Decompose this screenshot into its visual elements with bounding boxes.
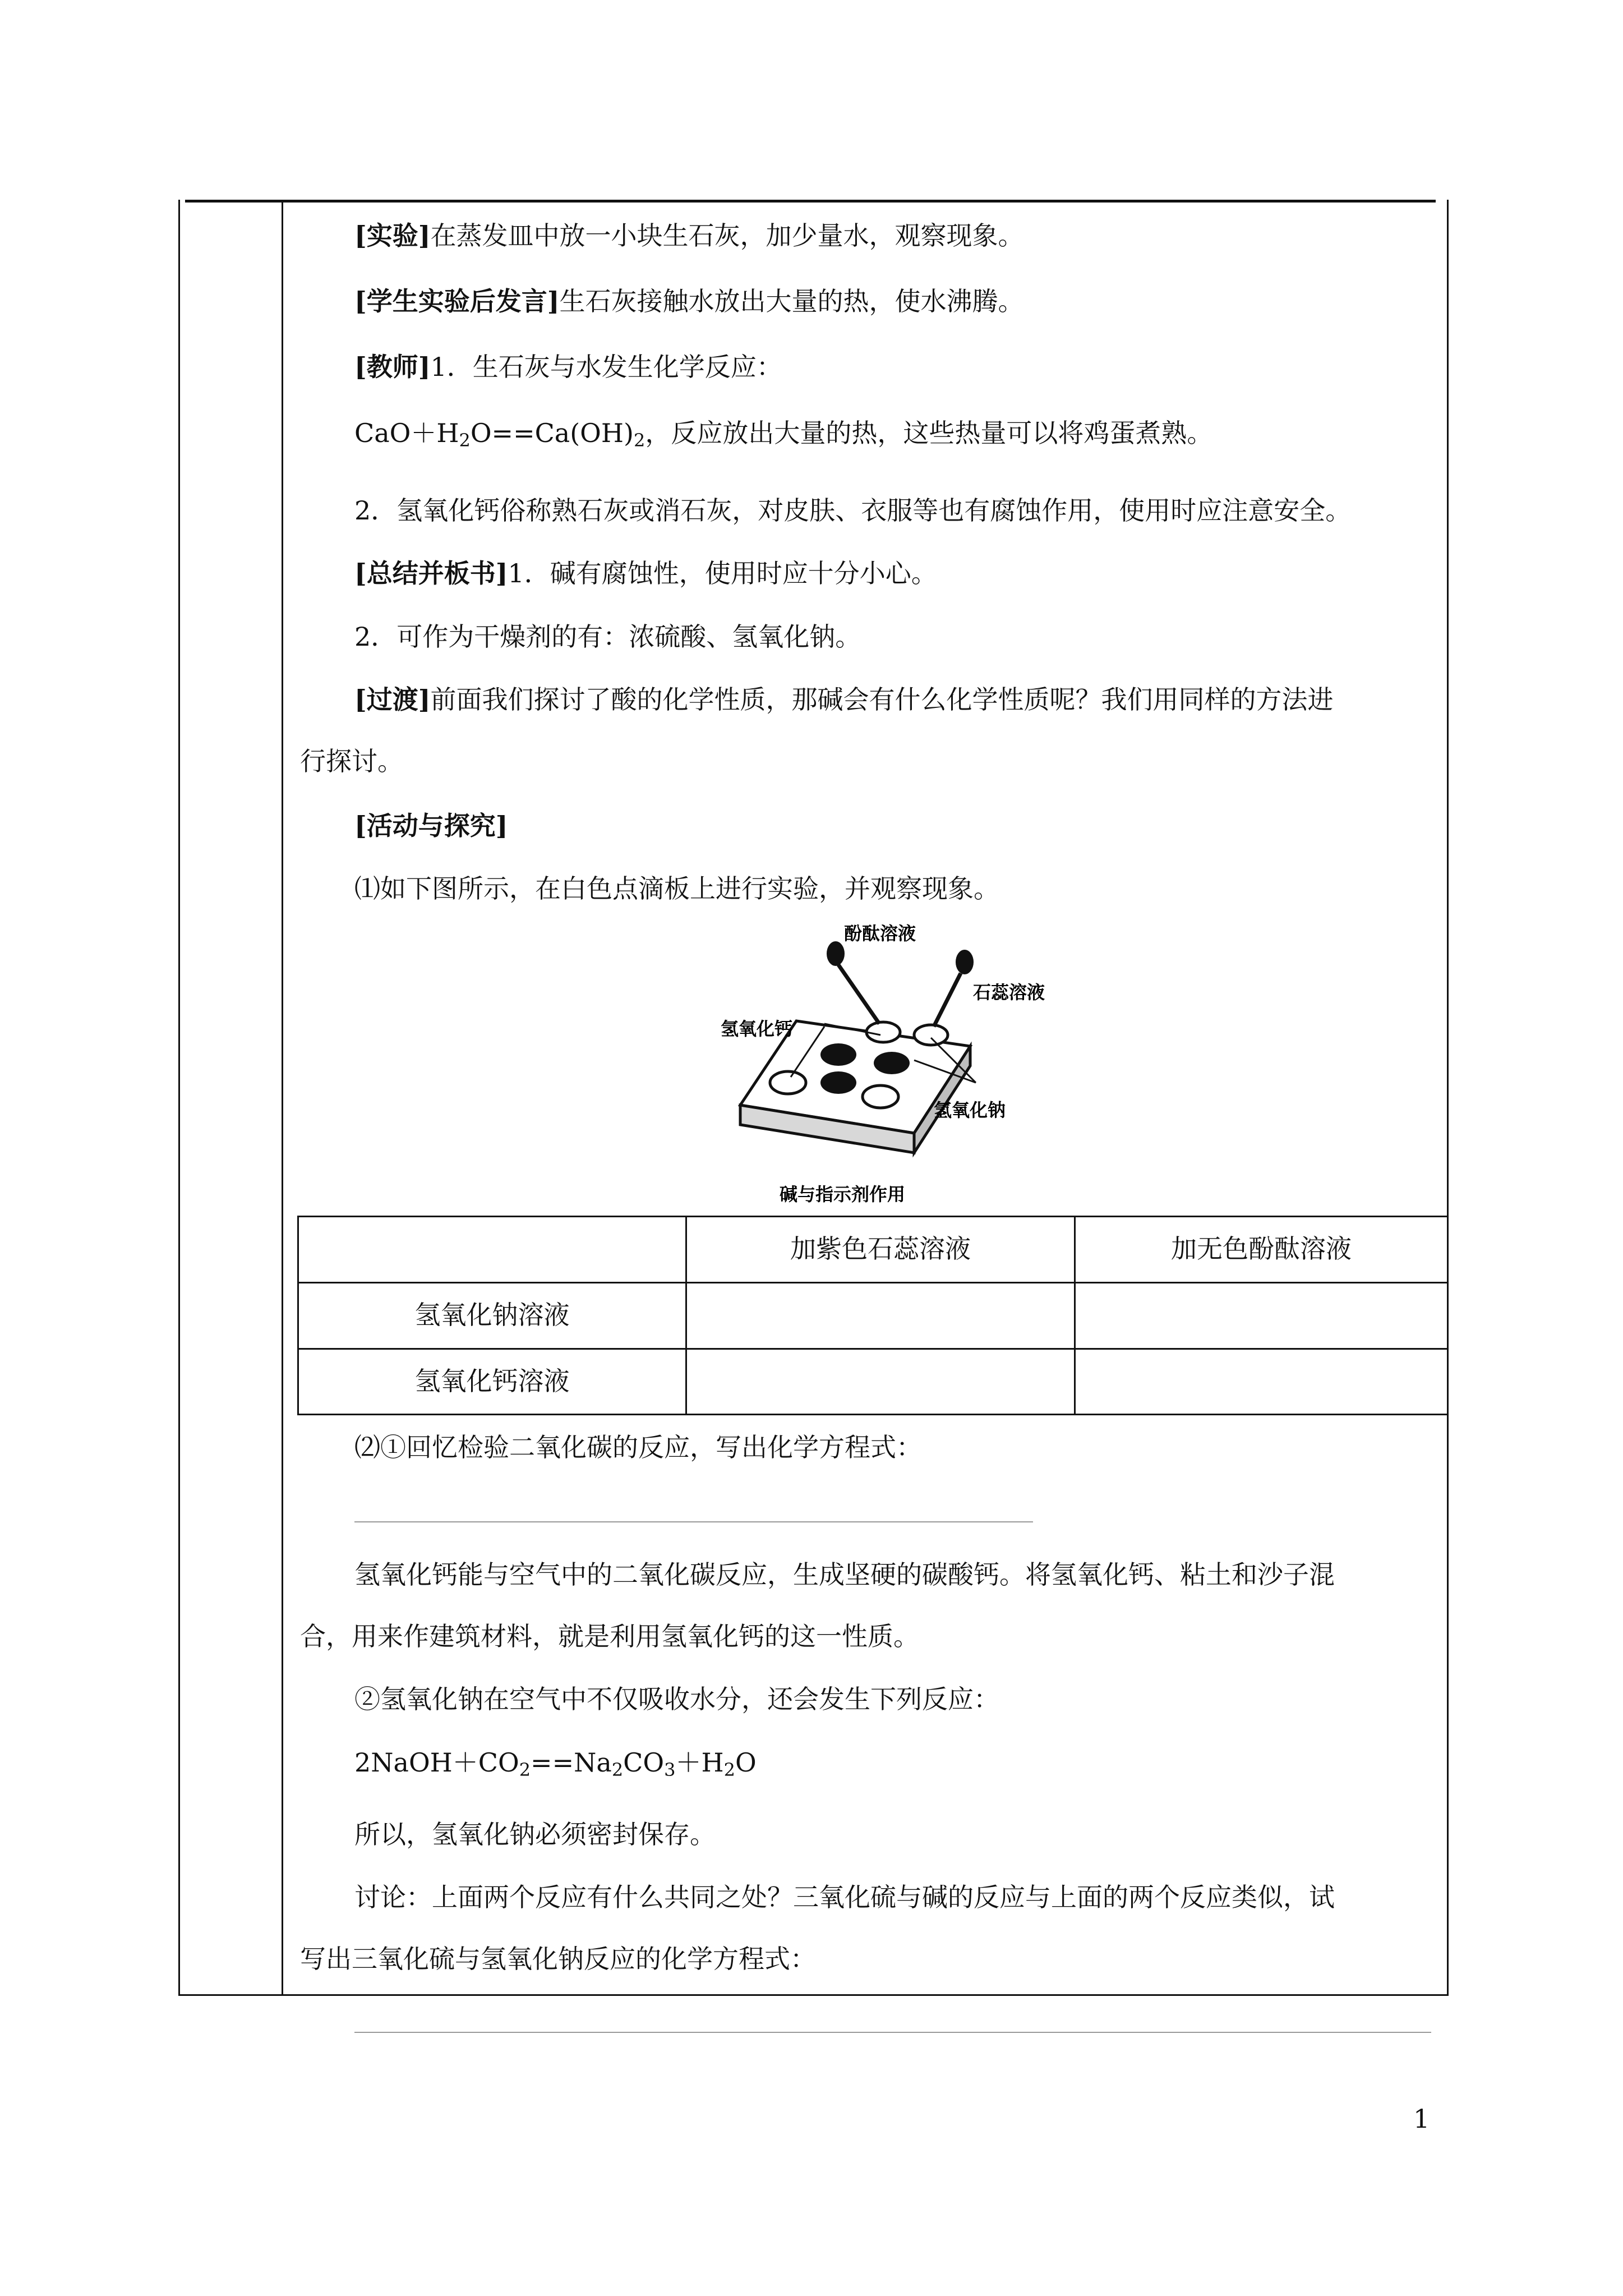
dropper-icon xyxy=(934,950,974,1027)
line-transition-cont: 行探讨。 xyxy=(300,746,403,776)
well-icon xyxy=(863,1085,898,1108)
line-discussion: 讨论：上面两个反应有什么共同之处？三氧化硫与碱的反应与上面的两个反应类似，试 xyxy=(354,1882,1335,1912)
line-transition: [过渡]前面我们探讨了酸的化学性质，那碱会有什么化学性质呢？我们用同样的方法进 xyxy=(354,684,1334,715)
line-caoh2-note: 2．氢氧化钙俗称熟石灰或消石灰，对皮肤、衣服等也有腐蚀作用，使用时应注意安全。 xyxy=(354,495,1352,526)
answer-blank-2[interactable] xyxy=(354,2032,1431,2033)
spot-plate-figure xyxy=(718,920,1077,1212)
dropper-icon xyxy=(827,941,879,1024)
label-caoh2: 氢氧化钙 xyxy=(721,1018,793,1039)
equation-naoh-co2: $2NaOH+CO_2==Na_2CO_3+H_2O$ xyxy=(354,1747,757,1780)
line-caoh2-co2-cont: 合，用来作建筑材料，就是利用氢氧化钙的这一性质。 xyxy=(300,1621,919,1651)
line-caoh2-co2: 氢氧化钙能与空气中的二氧化碳反应，生成坚硬的碳酸钙。将氢氧化钙、粘土和沙子混 xyxy=(354,1559,1335,1590)
table-cell: 氢氧化钠溶液 xyxy=(414,1300,570,1330)
well-icon xyxy=(874,1052,910,1074)
line-seal-storage: 所以，氢氧化钠必须密封保存。 xyxy=(354,1819,716,1849)
table-header-cell: 加紫色石蕊溶液 xyxy=(790,1234,971,1264)
line-activity-1: ⑴如下图所示，在白色点滴板上进行实验，并观察现象。 xyxy=(354,873,999,904)
top-border xyxy=(185,200,1436,203)
line-desiccant: 2．可作为干燥剂的有：浓硫酸、氢氧化钠。 xyxy=(354,622,861,652)
bottom-border xyxy=(178,1994,1449,1996)
line-student-speech: [学生实验后发言]生石灰接触水放出大量的热，使水沸腾。 xyxy=(354,286,1024,316)
line-activity-2: ⑵①回忆检验二氧化碳的反应，写出化学方程式： xyxy=(354,1432,922,1462)
page-number: 1 xyxy=(1413,2104,1430,2134)
line-teacher: [教师]1．生石灰与水发生化学反应： xyxy=(354,352,782,382)
answer-blank-1[interactable] xyxy=(354,1521,1033,1522)
well-icon xyxy=(866,1022,900,1042)
left-border xyxy=(178,200,180,1995)
well-icon xyxy=(820,1043,856,1066)
well-icon xyxy=(914,1025,948,1045)
label-phenolphthalein: 酚酞溶液 xyxy=(844,923,916,944)
equation-cao-water: $CaO+H_2O==Ca(OH)_2$，反应放出大量的热，这些热量可以将鸡蛋煮熟。 xyxy=(354,418,1213,451)
label-naoh: 氢氧化钠 xyxy=(934,1099,1006,1121)
table-header-cell: 加无色酚酞溶液 xyxy=(1171,1234,1352,1264)
right-border xyxy=(1447,200,1449,1995)
well-icon xyxy=(770,1071,806,1094)
line-naoh-note: ②氢氧化钠在空气中不仅吸收水分，还会发生下列反应： xyxy=(354,1684,999,1714)
figure-caption: 碱与指示剂作用 xyxy=(780,1184,906,1205)
line-experiment: [实验]在蒸发皿中放一小块生石灰，加少量水，观察现象。 xyxy=(354,220,1024,251)
table-cell: 氢氧化钙溶液 xyxy=(414,1366,570,1396)
column-divider xyxy=(282,200,283,1995)
line-activity-heading: [活动与探究] xyxy=(354,811,508,841)
line-discussion-cont: 写出三氧化硫与氢氧化钠反应的化学方程式： xyxy=(300,1944,816,1974)
well-icon xyxy=(820,1071,856,1094)
line-summary: [总结并板书]1．碱有腐蚀性，使用时应十分小心。 xyxy=(354,558,937,588)
label-litmus: 石蕊溶液 xyxy=(973,982,1045,1003)
